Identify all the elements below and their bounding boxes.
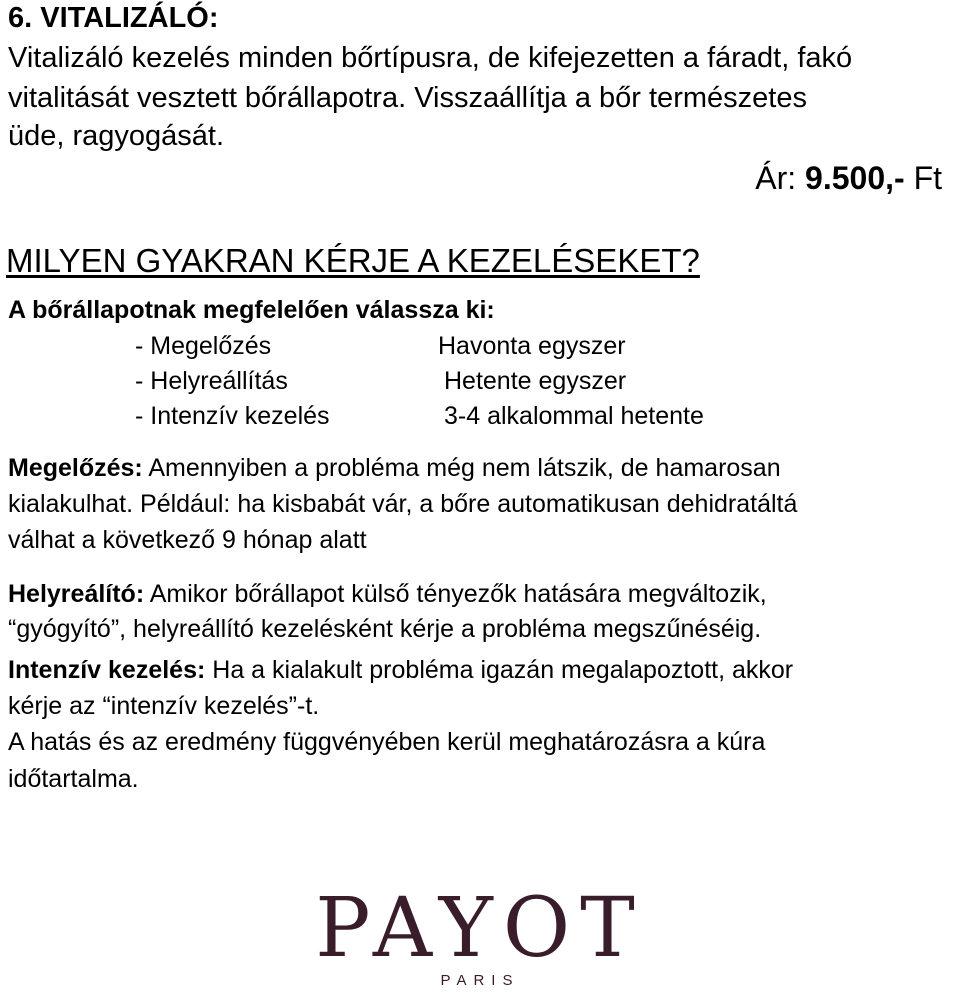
duration-line-1: A hatás és az eredmény függvényében kerül meghatározásra a kúra (8, 728, 766, 756)
prevention-term: Megelőzés: (8, 454, 143, 482)
prevention-line-1 (8, 454, 781, 483)
intensive-text-1: Ha a kialakult probléma igazán megalapoztott, akkor (205, 656, 794, 684)
option-name-intensive: - Intenzív kezelés (135, 402, 330, 430)
payot-logo (0, 881, 960, 989)
intro-line-1: Vitalizáló kezelés minden bőrtípusra, de kifejezetten a fáradt, fakó (8, 42, 853, 74)
prevention-line-3: válhat a következő 9 hónap alatt (8, 526, 367, 554)
logo-brand: PAYOT (315, 881, 645, 976)
prevention-text-2a: kialakulhat. (8, 490, 134, 518)
option-name-prevention: - Megelőzés (135, 332, 272, 360)
option-name-restoration: - Helyreállítás (135, 367, 288, 395)
logo-city: PARIS (440, 972, 520, 989)
intensive-term: Intenzív kezelés: (8, 656, 206, 684)
duration-line-2: időtartalma. (8, 765, 139, 793)
restorative-text-1: Amikor bőrállapot külső tényezők hatására megváltozik, (144, 580, 767, 608)
option-frequency-restoration: Hetente egyszer (444, 367, 627, 395)
restorative-line-2: “gyógyító”, helyreállító kezelésként kérje a probléma megszűnéséig. (8, 615, 762, 643)
intro-line-3: üde, ragyogását. (8, 120, 225, 152)
option-frequency-prevention: Havonta egyszer (438, 332, 626, 360)
intensive-line-2: kérje az “intenzív kezelés”-t. (8, 692, 320, 720)
intensive-line-1 (8, 656, 793, 685)
intro-line-2: vitalitását vesztett bőrállapotra. Visszaállítja a bőr természetes (8, 82, 807, 114)
price-label: Ár: (755, 160, 806, 196)
option-frequency-intensive: 3-4 alkalommal hetente (444, 402, 704, 430)
frequency-title: MILYEN GYAKRAN KÉRJE A KEZELÉSEKET? (6, 242, 700, 279)
restorative-term: Helyreálító: (8, 580, 145, 608)
prevention-line-2 (8, 490, 797, 519)
choose-label: A bőrállapotnak megfelelően válassza ki: (8, 296, 495, 324)
restorative-line-1 (8, 580, 767, 609)
price-currency: Ft (904, 160, 942, 196)
prevention-text-2b: Például: ha kisbabát vár, a bőre automatikusan dehidratáltá (133, 490, 798, 518)
price-amount: 9.500,- (805, 160, 905, 196)
price (755, 160, 942, 197)
section-heading: 6. VITALIZÁLÓ: (8, 2, 219, 34)
prevention-text-1: Amennyiben a probléma még nem látszik, de hamarosan (142, 454, 781, 482)
